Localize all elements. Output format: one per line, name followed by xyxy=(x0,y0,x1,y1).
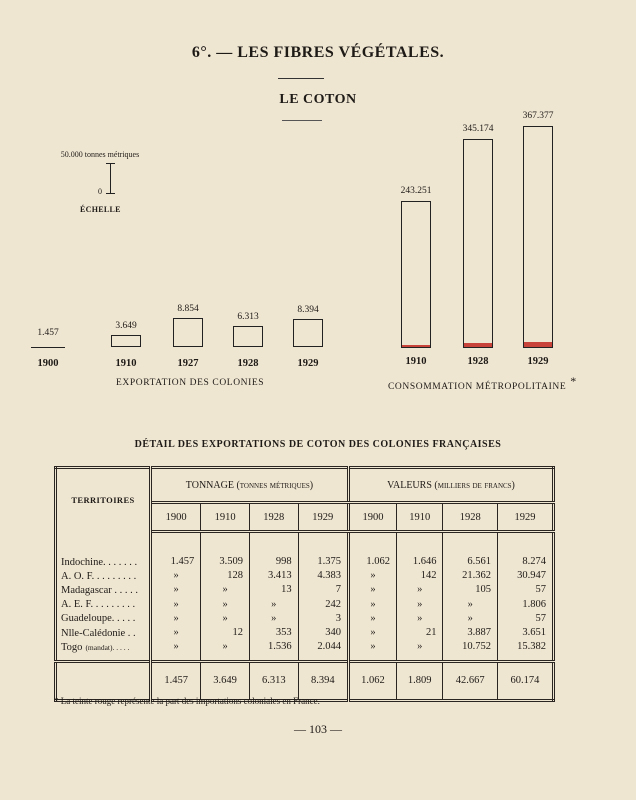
table-cell: » xyxy=(348,583,396,597)
total-cell: 1.809 xyxy=(396,662,443,701)
totals-row xyxy=(56,662,554,701)
table-cell: 2.044 xyxy=(298,640,348,654)
consumption-year-label: 1910 xyxy=(405,356,427,367)
table-cell: 7 xyxy=(298,583,348,597)
table-cell: 15.382 xyxy=(517,641,546,653)
export-bar xyxy=(233,326,263,347)
year-header: 1900 xyxy=(348,503,396,532)
table-cell: » xyxy=(151,598,201,612)
table-title: DÉTAIL DES EXPORTATIONS DE COTON DES COLONIES FRANÇAISES xyxy=(134,439,502,450)
export-value-label: 6.313 xyxy=(237,312,259,323)
table-cell: 8.274 xyxy=(522,556,546,568)
table-cell: 3.651 xyxy=(522,627,546,639)
spacer-cell xyxy=(151,532,201,556)
territory-label: Nlle-Calédonie . . xyxy=(61,627,136,639)
year-header: 1910 xyxy=(201,503,250,532)
consumption-value-label: 345.174 xyxy=(462,124,494,135)
table-cell: 3.509 xyxy=(201,555,250,569)
spacer-cell xyxy=(201,654,250,662)
table-cell: » xyxy=(201,583,250,597)
territory-name xyxy=(56,598,151,612)
export-value-label: 1.457 xyxy=(37,328,59,339)
spacer-cell xyxy=(249,532,298,556)
consumption-value-label: 367.377 xyxy=(522,111,554,121)
spacer-cell xyxy=(396,654,443,662)
spacer-cell xyxy=(497,532,553,556)
total-cell: 42.667 xyxy=(443,662,497,701)
title-divider xyxy=(278,78,324,79)
export-bar xyxy=(293,319,323,347)
table-cell: 10.752 xyxy=(443,640,497,654)
consumption-bar xyxy=(463,139,493,348)
territory-name xyxy=(56,640,151,654)
colonial-share-fill xyxy=(524,342,552,347)
year-header: 1928 xyxy=(249,503,298,532)
table-cell: 1.457 xyxy=(151,555,201,569)
table-cell: 3.413 xyxy=(249,569,298,583)
table-row xyxy=(56,626,554,640)
table-cell: 105 xyxy=(443,583,497,597)
table-cell: » xyxy=(348,598,396,612)
export-chart-title: EXPORTATION DES COLONIES xyxy=(116,378,265,388)
table-cell: 12 xyxy=(201,626,250,640)
table-cell: 21.362 xyxy=(443,569,497,583)
total-cell: 60.174 xyxy=(497,662,553,701)
table-cell: » xyxy=(151,612,201,626)
territoires-header: TERRITOIRES xyxy=(56,468,151,532)
scale-tick-bottom xyxy=(106,193,115,194)
table-cell: » xyxy=(348,640,396,654)
territory-note: (mandat). . . . . xyxy=(85,642,130,652)
territory-label: Guadeloupe. . . . . xyxy=(61,613,136,625)
tonnage-header: TONNAGE (tonnes métriques) xyxy=(151,468,349,503)
table-cell: 1.646 xyxy=(396,555,443,569)
total-cell: 1.062 xyxy=(348,662,396,701)
scale-caption: ÉCHELLE xyxy=(80,205,121,214)
table-cell: » xyxy=(348,626,396,640)
spacer-cell xyxy=(56,532,151,556)
year-header: 1900 xyxy=(151,503,201,532)
table-cell: » xyxy=(151,569,201,583)
table-cell: » xyxy=(396,612,443,626)
table-cell: 353 xyxy=(249,626,298,640)
table-cell: » xyxy=(443,612,497,626)
scale-max-label: 50.000 tonnes métriques xyxy=(60,150,140,159)
territory-name xyxy=(56,555,151,569)
export-year-label: 1910 xyxy=(115,358,137,369)
table-cell: » xyxy=(348,569,396,583)
table-cell: » xyxy=(151,583,201,597)
table-row xyxy=(56,569,554,583)
export-bar xyxy=(31,347,65,348)
consumption-year-label: 1929 xyxy=(527,356,549,367)
table-cell: 1.375 xyxy=(298,555,348,569)
spacer-cell xyxy=(348,654,396,662)
table-row xyxy=(56,583,554,597)
scale-zero-label: 0 xyxy=(98,187,102,196)
table-row xyxy=(56,598,554,612)
spacer-cell xyxy=(443,532,497,556)
consumption-bar xyxy=(401,201,431,348)
table-row xyxy=(56,612,554,626)
table-cell: » xyxy=(201,640,250,654)
consumption-chart-title: CONSOMMATION MÉTROPOLITAINE * xyxy=(388,374,577,392)
export-value-label: 8.394 xyxy=(297,305,319,316)
total-cell: 8.394 xyxy=(298,662,348,701)
footnote: * La teinte rouge représente la part des importations coloniales en France. xyxy=(54,696,320,706)
table-row xyxy=(56,640,554,654)
table-cell: 30.947 xyxy=(517,570,546,582)
export-bar xyxy=(173,318,203,347)
table-cell: 128 xyxy=(201,569,250,583)
export-value-label: 3.649 xyxy=(115,320,137,331)
table-cell: » xyxy=(396,583,443,597)
page-title: 6°. — LES FIBRES VÉGÉTALES. xyxy=(191,44,445,61)
export-year-label: 1928 xyxy=(237,358,259,369)
territory-label: Madagascar . . . . . xyxy=(61,584,138,596)
export-value-label: 8.854 xyxy=(177,303,199,314)
consumption-year-label: 1928 xyxy=(467,356,489,367)
territory-name xyxy=(56,612,151,626)
table-cell: » xyxy=(396,640,443,654)
export-year-label: 1927 xyxy=(177,358,199,369)
totals-label xyxy=(56,662,151,701)
valeurs-header: VALEURS (milliers de francs) xyxy=(348,468,553,503)
spacer-cell xyxy=(298,532,348,556)
page-number: — 103 — xyxy=(294,722,342,736)
territory-label: Togo xyxy=(61,641,83,653)
table-cell: » xyxy=(249,598,298,612)
table-cell: 6.561 xyxy=(443,555,497,569)
table-cell: » xyxy=(443,598,497,612)
spacer-cell xyxy=(151,654,201,662)
table-cell: 3.887 xyxy=(443,626,497,640)
total-cell: 1.457 xyxy=(151,662,201,701)
export-year-label: 1929 xyxy=(297,358,319,369)
table-cell: 1.062 xyxy=(348,555,396,569)
colonial-share-fill xyxy=(402,345,430,347)
table-row xyxy=(56,555,554,569)
consumption-bar xyxy=(523,126,553,348)
table-cell: 142 xyxy=(396,569,443,583)
territory-label: Indochine. . . . . . . xyxy=(61,556,138,568)
exports-table xyxy=(54,466,555,702)
table-cell: 21 xyxy=(396,626,443,640)
territory-name xyxy=(56,583,151,597)
year-header: 1910 xyxy=(396,503,443,532)
total-cell: 3.649 xyxy=(201,662,250,701)
year-header: 1929 xyxy=(298,503,348,532)
table-cell: 3 xyxy=(298,612,348,626)
export-bar xyxy=(111,335,141,347)
spacer-cell xyxy=(56,654,151,662)
territory-name xyxy=(56,626,151,640)
spacer-cell xyxy=(396,532,443,556)
spacer-cell xyxy=(298,654,348,662)
table-cell: » xyxy=(201,612,250,626)
year-header: 1928 xyxy=(443,503,497,532)
table-cell: » xyxy=(249,612,298,626)
table-cell: 13 xyxy=(249,583,298,597)
spacer-cell xyxy=(201,532,250,556)
colonial-share-fill xyxy=(464,343,492,347)
territory-name xyxy=(56,569,151,583)
subtitle-divider xyxy=(282,120,322,121)
table-cell: » xyxy=(151,640,201,654)
territory-label: A. E. F. . . . . . . . . xyxy=(61,599,136,611)
table-cell: » xyxy=(151,626,201,640)
table-cell: 340 xyxy=(298,626,348,640)
table-cell: 1.806 xyxy=(522,598,546,610)
table-cell: 4.383 xyxy=(298,569,348,583)
total-cell: 6.313 xyxy=(249,662,298,701)
territory-label: A. O. F. . . . . . . . . xyxy=(61,570,137,582)
scale-bar xyxy=(110,163,111,193)
section-title: LE COTON xyxy=(279,92,357,107)
table-cell: » xyxy=(201,598,250,612)
year-header: 1929 xyxy=(497,503,553,532)
table-cell: 57 xyxy=(535,612,546,624)
spacer-cell xyxy=(497,654,553,662)
consumption-value-label: 243.251 xyxy=(400,186,432,196)
spacer-cell xyxy=(348,532,396,556)
spacer-cell xyxy=(443,654,497,662)
table-cell: 57 xyxy=(535,584,546,596)
table-cell: 1.536 xyxy=(249,640,298,654)
table-cell: » xyxy=(396,598,443,612)
table-cell: 998 xyxy=(249,555,298,569)
table-cell: » xyxy=(348,612,396,626)
spacer-cell xyxy=(249,654,298,662)
table-cell: 242 xyxy=(298,598,348,612)
export-year-label: 1900 xyxy=(37,358,59,369)
